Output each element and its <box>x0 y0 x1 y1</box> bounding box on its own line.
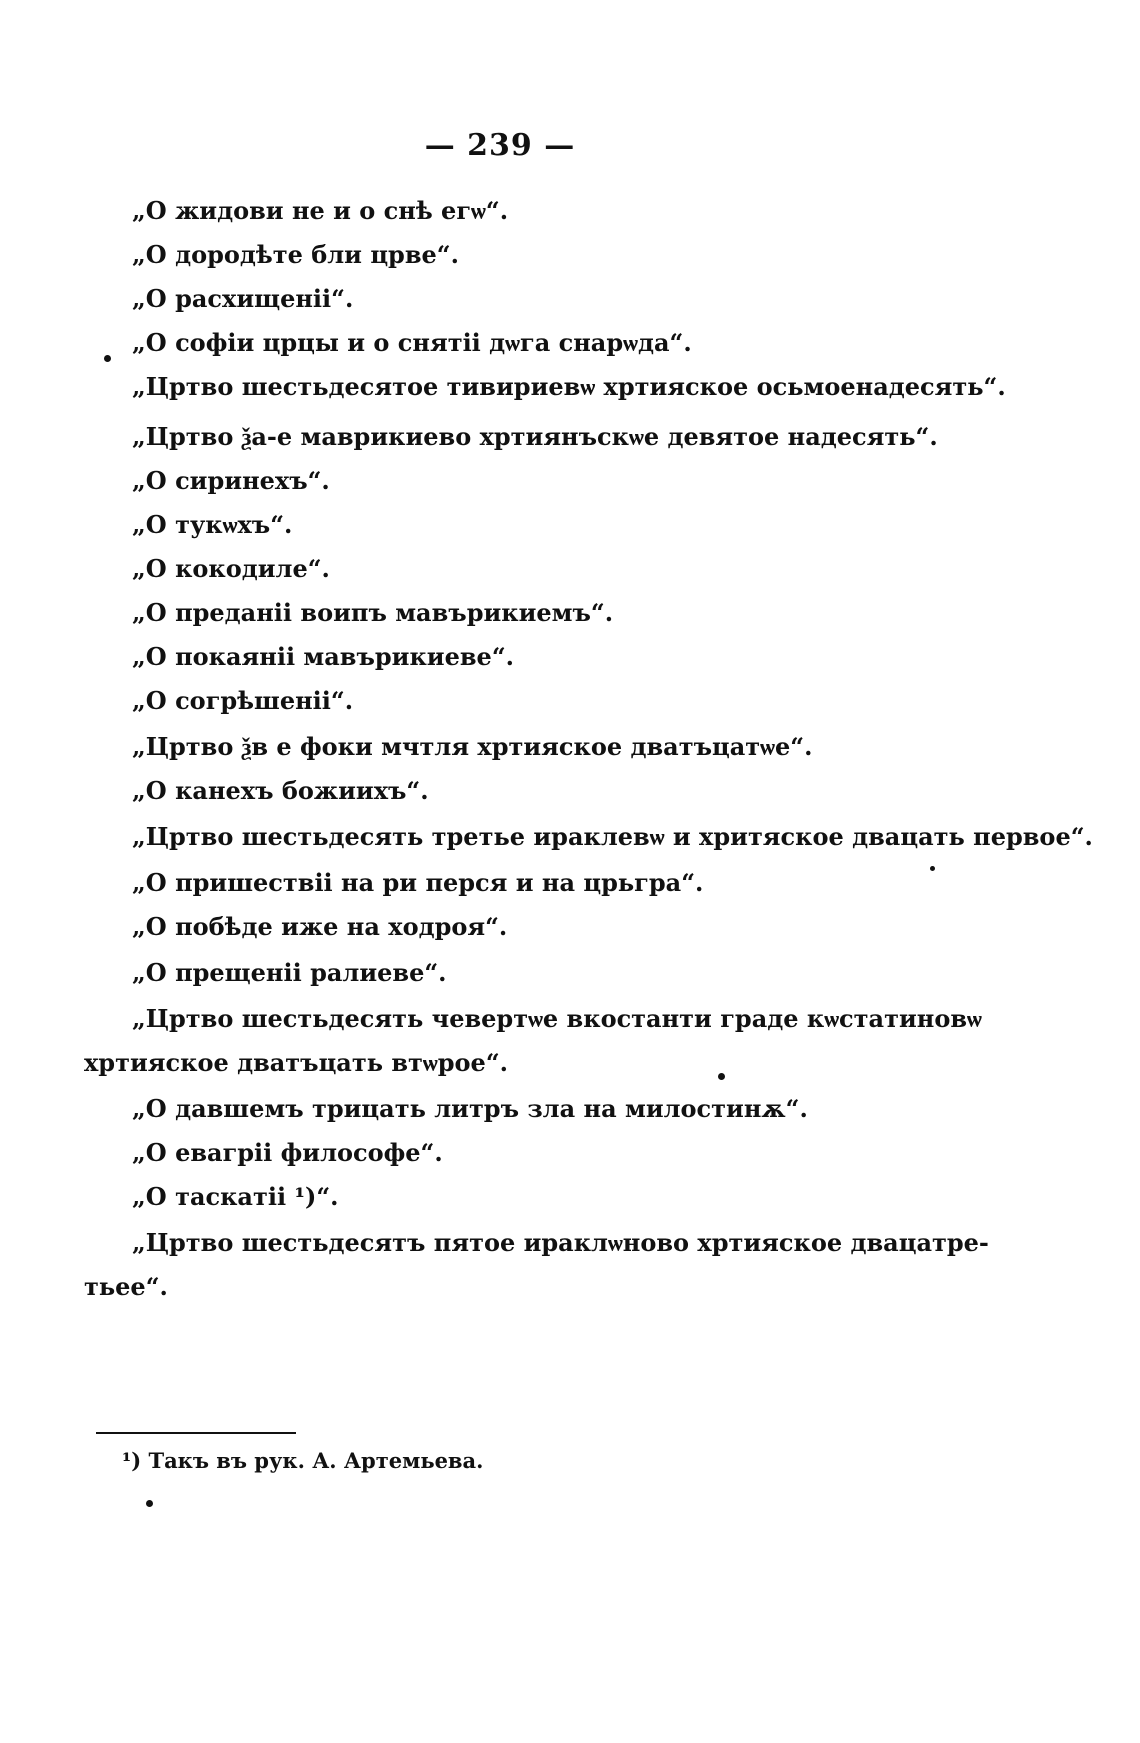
text-line: „О дородѣте бли црве“. <box>132 240 459 269</box>
text-line: „О давшемъ трицать литръ зла на милостинѫ“. <box>132 1094 808 1123</box>
text-line: „О сиринехъ“. <box>132 466 330 495</box>
text-line: „О жидови не и о снѣ егѡ“. <box>132 196 509 225</box>
ink-speck <box>930 866 935 871</box>
text-line: „Цртво шестьдесять чевертѡе вкостанти граде кѡстатиновѡ <box>132 1004 982 1033</box>
text-line: „О согрѣшеніі“. <box>132 686 354 715</box>
footnote: ¹) Такъ въ рук. А. Артемьева. <box>122 1448 484 1473</box>
text-line: „О тукѡхъ“. <box>132 510 293 539</box>
text-line: „О пришествіі на ри перся и на црьгра“. <box>132 868 704 897</box>
ink-speck <box>718 1073 725 1080</box>
text-line: тьее“. <box>84 1272 168 1301</box>
text-line: „О таскатіі ¹)“. <box>132 1182 339 1211</box>
text-line: „О софіи црцы и о снятіі дѡга снарѡда“. <box>132 328 692 357</box>
ink-speck <box>146 1500 153 1507</box>
footnote-divider <box>96 1432 296 1434</box>
text-line: „Цртво шестьдесять третье ираклевѡ и хритяское двацать первое“. <box>132 822 1093 851</box>
text-line: „О канехъ божиихъ“. <box>132 776 429 805</box>
text-line: „О прещеніі ралиеве“. <box>132 958 447 987</box>
text-line: „О преданіі воипъ мавърикиемъ“. <box>132 598 614 627</box>
text-line: „О покаяніі мавърикиеве“. <box>132 642 514 671</box>
ink-speck <box>104 355 111 362</box>
page-number: — 239 — <box>424 128 576 163</box>
text-line: „Цртво шестьдесятъ пятое ираклѡново хртияское двацатре- <box>132 1228 989 1257</box>
text-line: хртияское дватъцать втѡрое“. <box>84 1048 508 1077</box>
text-line: „Цртво ѯа-е маврикиево хртиянъскѡе девятое надесять“. <box>132 422 938 451</box>
text-line: „О побѣде иже на ходроя“. <box>132 912 508 941</box>
text-line: „Цртво шестьдесятое тивириевѡ хртияское осьмоенадесять“. <box>132 372 1006 401</box>
text-line: „О расхищеніі“. <box>132 284 354 313</box>
text-line: „О евагріі философе“. <box>132 1138 443 1167</box>
text-line: „О кокодиле“. <box>132 554 330 583</box>
text-line: „Цртво ѯв е фоки мчтля хртияское дватъцатѡе“. <box>132 732 813 761</box>
